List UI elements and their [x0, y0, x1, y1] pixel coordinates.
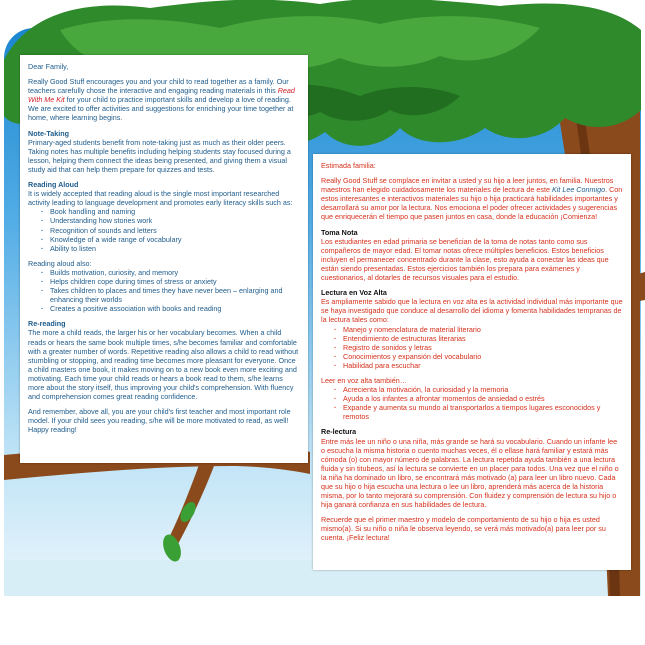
- list-item: · Takes children to places and times they have never been – enlarging and enhancing their worlds: [50, 286, 300, 304]
- english-intro-after: for your child to practice important skills and develop a love of reading. We are excited to offer activities and suggestions for enriching your time together at home, where learning begins.: [28, 95, 294, 123]
- spanish-intro-before: Really Good Stuff se complace en invitar a usted y su hijo a leer juntos, en familia. Nuestros maestros han elegido cuidadosamente los materiales de lectura de este: [321, 176, 614, 195]
- english-notetaking-heading: Note-Taking: [28, 128, 69, 138]
- spanish-intro: [321, 176, 623, 221]
- list-item: · Knowledge of a wide range of vocabulary: [50, 235, 300, 244]
- list-item: · Creates a positive association with books and reading: [50, 304, 300, 313]
- spanish-reading-aloud-text: Es ampliamente sabido que la lectura en voz alta es la actividad individual más importante que se haya investigado que conduce al desarrollo del idioma y fomenta habilidades tempranas de la lectura tales como:: [321, 297, 623, 325]
- spanish-notetaking-text: Los estudiantes en edad primaria se benefician de la toma de notas tanto como sus compañeros de mayor edad. El tomar notas ofrece múltiples beneficios. Estos beneficios incluyen el permanecer concentrado durante la clase, esto ayuda a conectar las ideas que están siendo presentadas. Estos ejercicios también los prepara para exámenes y cuestionarios, al dotarles de recursos visuales para el estudio.: [321, 236, 609, 283]
- list-item: · Builds motivation, curiosity, and memory: [50, 268, 300, 277]
- english-reading-aloud-text: It is widely accepted that reading aloud is the single most important researched activity leading to language development and promotes early literacy skills such as:: [28, 189, 293, 208]
- list-item: · Expande y aumenta su mundo al transportarlos a tiempos lugares esconocidos y remotos: [343, 403, 623, 421]
- english-also-list: [28, 268, 300, 313]
- english-intro-before: Really Good Stuff encourages you and your child to read together as a family. Our teachers carefully chose the interactive and engaging reading materials in this: [28, 77, 289, 96]
- english-rereading-text: The more a child reads, the larger his or her vocabulary becomes. When a child reads or hears the same book multiple times, s/he becomes familiar and comfortable with a greater number of words. Repetitive reading also allows a child to read without stumbling or stopping, and reading time becomes more pleasant for everyone. Once a child masters one book, it makes moving on to a new book even more exciting and motivating. Each time your child reads or hears a book read to them, s/he learns more about the story itself, thus improving your child's comprehension. With fluency and comprehension comes great reading confidence.: [28, 328, 299, 402]
- list-item: · Ability to listen: [50, 244, 300, 253]
- english-greeting: Dear Family,: [28, 62, 69, 71]
- english-kit-name: Read With Me Kit: [28, 86, 295, 105]
- spanish-reading-aloud-heading: Lectura en Voz Alta: [321, 288, 387, 298]
- list-item: · Acrecienta la motivación, la curiosidad y la memoria: [343, 385, 623, 394]
- list-item: · Helps children cope during times of stress or anxiety: [50, 277, 300, 286]
- english-reading-aloud-heading: Reading Aloud: [28, 180, 79, 190]
- spanish-greeting: Estimada familia:: [321, 161, 376, 170]
- list-item: · Entendimiento de estructuras literarias: [343, 334, 623, 343]
- list-item: · Registro de sonidos y letras: [343, 343, 623, 352]
- list-item: · Habilidad para escuchar: [343, 361, 623, 370]
- english-also-heading: Reading aloud also:: [28, 258, 92, 268]
- spanish-also-heading: Leer en voz alta también…: [321, 375, 407, 385]
- spanish-notetaking-heading: Toma Nota: [321, 227, 358, 237]
- spanish-also-list: [321, 385, 623, 421]
- list-item: · Conocimientos y expansión del vocabulario: [343, 352, 623, 361]
- spanish-kit-name: Kit Lee Conmigo: [551, 185, 606, 195]
- english-skills-list: [28, 207, 300, 252]
- english-intro: [28, 77, 300, 122]
- list-item: · Understanding how stories work: [50, 216, 300, 225]
- english-rereading-heading: Re-reading: [28, 319, 66, 329]
- spanish-skills-list: [321, 325, 623, 370]
- spanish-letter-card: [313, 154, 631, 570]
- english-closing: And remember, above all, you are your child's first teacher and most important role model. If your child sees you reading, s/he will be more motivated to read, as well! Happy reading!: [28, 407, 291, 435]
- list-item: · Recognition of sounds and letters: [50, 226, 300, 235]
- english-letter-card: [20, 55, 308, 463]
- english-notetaking-text: Primary-aged students benefit from note-taking just as much as their older peers. Taking notes has multiple benefits including helping students stay focused during a lesson, helping them connect the ideas being presented, and giving them a visual study aid that can help them prepare for quizzes and tests.: [28, 137, 291, 174]
- spanish-rereading-heading: Re-lectura: [321, 427, 357, 437]
- spanish-intro-after: . Con estos interesantes e interactivos materiales su hijo o hija practicará habilidades importantes y desarrollará su amor por la lectura. Nos emociona el poder ofrecer actividades y sugerencias que enriquecerán el tiempo que pasen juntos en casa, donde la educación ¡Comienza!: [321, 185, 623, 222]
- list-item: · Ayuda a los infantes a afrontar momentos de ansiedad o estrés: [343, 394, 623, 403]
- spanish-rereading-text: Entre más lee un niño o una niña, más grande se hará su vocabulario. Cuando un infante lee o escucha la misma historia o cuento muchas veces, él o ellase hará familiar y estará más cómoda (o) con mayor número de palabras. La lectura repetida ayuda también a una lectura fluida y sin titubeos, así la lectura se convierte en un placer para todos. Una vez que el niño o la niña ha dominado un libro, se encontrará más motivado (a) para leer un libro nuevo. Cada que su hijo o hija escucha una lectura o lee un libro, aprenderá más acerca de la historia misma, por lo tanto mejorará su comprensión. Con fluidez y comprensión de lectura su hijo o hija ganará confianza en sus habilidades de lectura.: [321, 436, 619, 510]
- spanish-closing: Recuerde que el primer maestro y modelo de comportamiento de su hijo o hija es usted mismo(a). Si su niño o niña le observa leyendo, se verá más motivado(a) para leer por su cuenta. ¡Feliz lectura!: [321, 515, 606, 543]
- list-item: · Book handling and naming: [50, 207, 300, 216]
- list-item: · Manejo y nomenclatura de material literario: [343, 325, 623, 334]
